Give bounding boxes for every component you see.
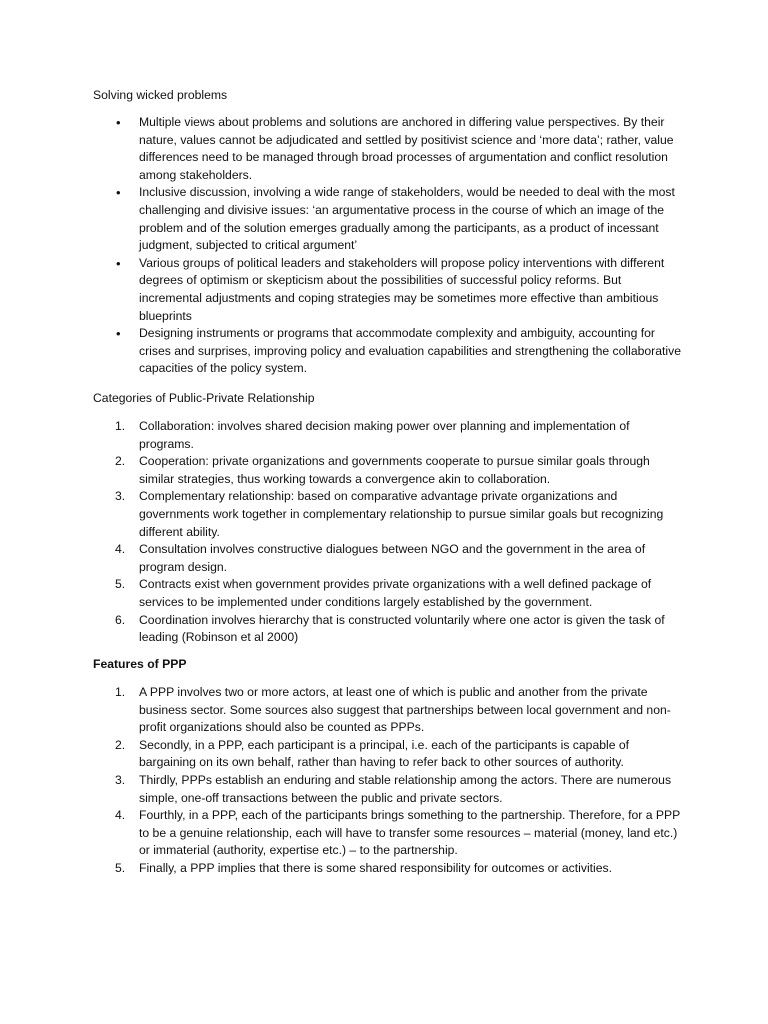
list-item-text: Complementary relationship: based on comparative advantage private organizations and governments work together in complementary relationship to pursue similar goals but recognizing different ability. [139,489,664,539]
bullet-list-wicked-problems [93,114,683,378]
list-item-text: Inclusive discussion, involving a wide range of stakeholders, would be needed to deal with the most challenging and divisive issues: ‘an argumentative process in the course of which an image of the problem and of the solution emerges gradually among the participants, as a product of incessant judgment, subjected to critical argument’ [139,185,675,253]
list-item [93,807,683,860]
list-item [93,488,683,541]
list-number: 1. [115,419,126,433]
section-heading-public-private-categories: Categories of Public-Private Relationship [93,391,315,405]
list-number: 4. [115,808,126,823]
list-item-text: Fourthly, in a PPP, each of the participants brings something to the partnership. Therefore, for a PPP to be a genuine relationship, each will have to transfer some resources – material (money, land etc.) or immaterial (authority, expertise etc.) – to the partnership. [139,808,681,858]
bullet-marker: • [116,115,121,130]
list-number: 2. [115,454,126,469]
list-number: 1. [115,685,126,699]
list-item [93,325,683,378]
numbered-list-public-private-categories [93,418,683,647]
list-item-text: Multiple views about problems and solutions are anchored in differing value perspectives. By their nature, values cannot be adjudicated and settled by positivist science and ‘more data’; rather, value differences need to be managed through broad processes of argumentation and conflict resolution among stakeholders. [139,115,674,182]
list-number: 3. [115,772,126,787]
list-item-text: Cooperation: private organizations and governments cooperate to pursue similar goals through similar strategies, thus working towards a convergence akin to collaboration. [139,454,650,486]
list-item-text: Secondly, in a PPP, each participant is a principal, i.e. each of the participants is capable of bargaining on its own behalf, rather than having to refer back to other sources of authority. [139,737,630,770]
bullet-marker: • [116,255,121,271]
list-number: 4. [115,542,126,557]
bullet-marker: • [116,185,121,201]
section-heading-wicked-problems: Solving wicked problems [93,88,228,102]
list-item-text: Designing instruments or programs that accommodate complexity and ambiguity, accounting for crises and surprises, improving policy and evaluation capabilities and strengthening the collaborative capacities of the policy system. [139,326,681,376]
list-item-text: Coordination involves hierarchy that is constructed voluntarily where one actor is given the task of leading (Robinson et al 2000) [139,612,665,645]
list-item-text: Contracts exist when government provides private organizations with a well defined package of services to be implemented under conditions largely established by the government. [139,577,652,609]
bullet-marker: • [116,326,121,342]
list-item [93,453,683,488]
list-item-text: A PPP involves two or more actors, at least one of which is public and another from the private business sector. Some sources also suggest that partnerships between local government and non-profit organizations should also be counted as PPPs. [139,685,671,735]
list-item-text: Consultation involves constructive dialogues between NGO and the government in the area of program design. [139,542,646,574]
list-item [93,772,683,807]
list-item [93,612,683,647]
list-item-text: Thirdly, PPPs establish an enduring and stable relationship among the actors. There are numerous simple, one-off transactions between the public and private sectors. [139,772,672,805]
list-number: 5. [115,577,126,592]
list-item [93,860,683,878]
list-item [93,576,683,611]
section-heading-features-of-ppp: Features of PPP [93,657,187,671]
list-number: 2. [115,737,126,752]
list-item-text: Finally, a PPP implies that there is some shared responsibility for outcomes or activities. [139,860,613,875]
list-item [93,684,683,737]
list-item-text: Collaboration: involves shared decision making power over planning and implementation of programs. [139,419,630,451]
list-item [93,737,683,772]
list-number: 5. [115,860,126,875]
numbered-list-features-of-ppp [93,684,683,878]
list-item [93,114,683,184]
list-item [93,541,683,576]
list-item [93,184,683,254]
list-item [93,418,683,453]
list-item-text: Various groups of political leaders and stakeholders will propose policy interventions with different degrees of optimism or skepticism about the possibilities of successful policy reforms. But incremental adjustments and coping strategies may be sometimes more effective than ambitious blueprints [139,255,665,323]
list-number: 6. [115,612,126,627]
list-item [93,255,683,325]
list-number: 3. [115,489,126,504]
